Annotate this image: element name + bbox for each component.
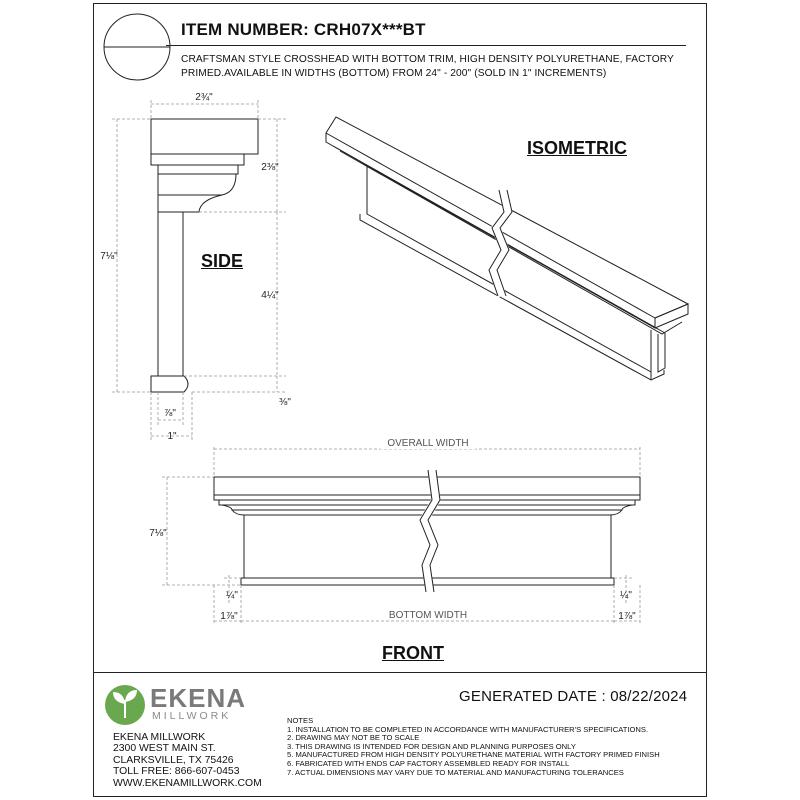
side-body-depth-dim: ⅞" <box>164 408 176 419</box>
front-top-slab <box>214 477 640 495</box>
company-logo-name: EKENA <box>150 683 247 713</box>
front-bottom-width-dim: BOTTOM WIDTH <box>388 610 468 621</box>
front-return-left-dim: 1⅞" <box>220 611 238 622</box>
description-line-2: PRIMED.AVAILABLE IN WIDTHS (BOTTOM) FROM 24" - 200" (SOLD IN 1" INCREMENTS) <box>181 68 607 79</box>
address-website[interactable]: WWW.EKENAMILLWORK.COM <box>113 777 262 789</box>
side-cove <box>158 174 236 195</box>
iso-body-end <box>658 333 665 372</box>
side-bottom-trim <box>151 376 188 392</box>
company-address <box>113 732 262 789</box>
side-label: SIDE <box>201 251 244 271</box>
note-item: 1. INSTALLATION TO BE COMPLETED IN ACCORDANCE WITH MANUFACTURER'S SPECIFICATIONS. <box>287 724 649 734</box>
front-overall-width-dim: OVERALL WIDTH <box>387 438 469 449</box>
side-body-height-dim: 4¼" <box>261 290 279 301</box>
front-label: FRONT <box>382 643 444 663</box>
side-step-1 <box>151 154 244 165</box>
address-city: CLARKSVILLE, TX 75426 <box>113 754 234 766</box>
front-trim-height-left-dim: ¼" <box>226 590 238 601</box>
notes-heading: NOTES <box>287 716 314 725</box>
side-step-2 <box>158 165 238 174</box>
address-company: EKENA MILLWORK <box>113 732 206 743</box>
side-ogee <box>158 195 222 212</box>
note-item: 7. ACTUAL DIMENSIONS MAY VARY DUE TO MATERIAL AND MANUFACTURING TOLERANCES <box>287 767 624 777</box>
notes-block <box>287 717 660 777</box>
side-top-slab <box>151 119 258 154</box>
generated-date: GENERATED DATE : 08/22/2024 <box>459 688 688 705</box>
side-body <box>158 212 183 376</box>
item-number-title: ITEM NUMBER: CRH07X***BT <box>181 20 426 39</box>
note-item: 6. FABRICATED WITH ENDS CAP FACTORY ASSEMBLED READY FOR INSTALL <box>287 758 570 768</box>
isometric-label: ISOMETRIC <box>527 138 628 158</box>
company-logo-subtitle: MILLWORK <box>152 710 232 722</box>
note-item: 3. THIS DRAWING IS INTENDED FOR DESIGN AND PLANNING PURPOSES ONLY <box>287 741 576 751</box>
note-item: 5. MANUFACTURED FROM HIGH DENSITY POLYURETHANE MATERIAL WITH FACTORY PRIMED FINISH <box>287 750 660 760</box>
front-return-right-dim: 1⅞" <box>618 611 636 622</box>
side-trim-height-dim: ⅜" <box>279 397 291 408</box>
address-phone: TOLL FREE: 866-607-0453 <box>113 766 240 778</box>
ekena-logo-icon <box>105 685 145 725</box>
front-overall-height-dim: 7⅛" <box>149 528 167 539</box>
description-line-1: CRAFTSMAN STYLE CROSSHEAD WITH BOTTOM TRIM, HIGH DENSITY POLYURETHANE, FACTORY <box>181 54 674 65</box>
side-head-height-dim: 2⅜" <box>261 162 279 173</box>
note-item: 2. DRAWING MAY NOT BE TO SCALE <box>287 733 420 743</box>
footer-rule <box>93 672 707 673</box>
address-street: 2300 WEST MAIN ST. <box>113 743 216 755</box>
front-trim-height-right-dim: ¼" <box>620 590 632 601</box>
side-overall-height-dim: 7⅛" <box>100 251 118 262</box>
side-dimension-lines <box>112 100 286 440</box>
iso-slab-front <box>326 133 655 328</box>
side-top-width-dim: 2¾" <box>195 92 213 103</box>
side-trim-depth-dim: 1" <box>167 431 177 442</box>
